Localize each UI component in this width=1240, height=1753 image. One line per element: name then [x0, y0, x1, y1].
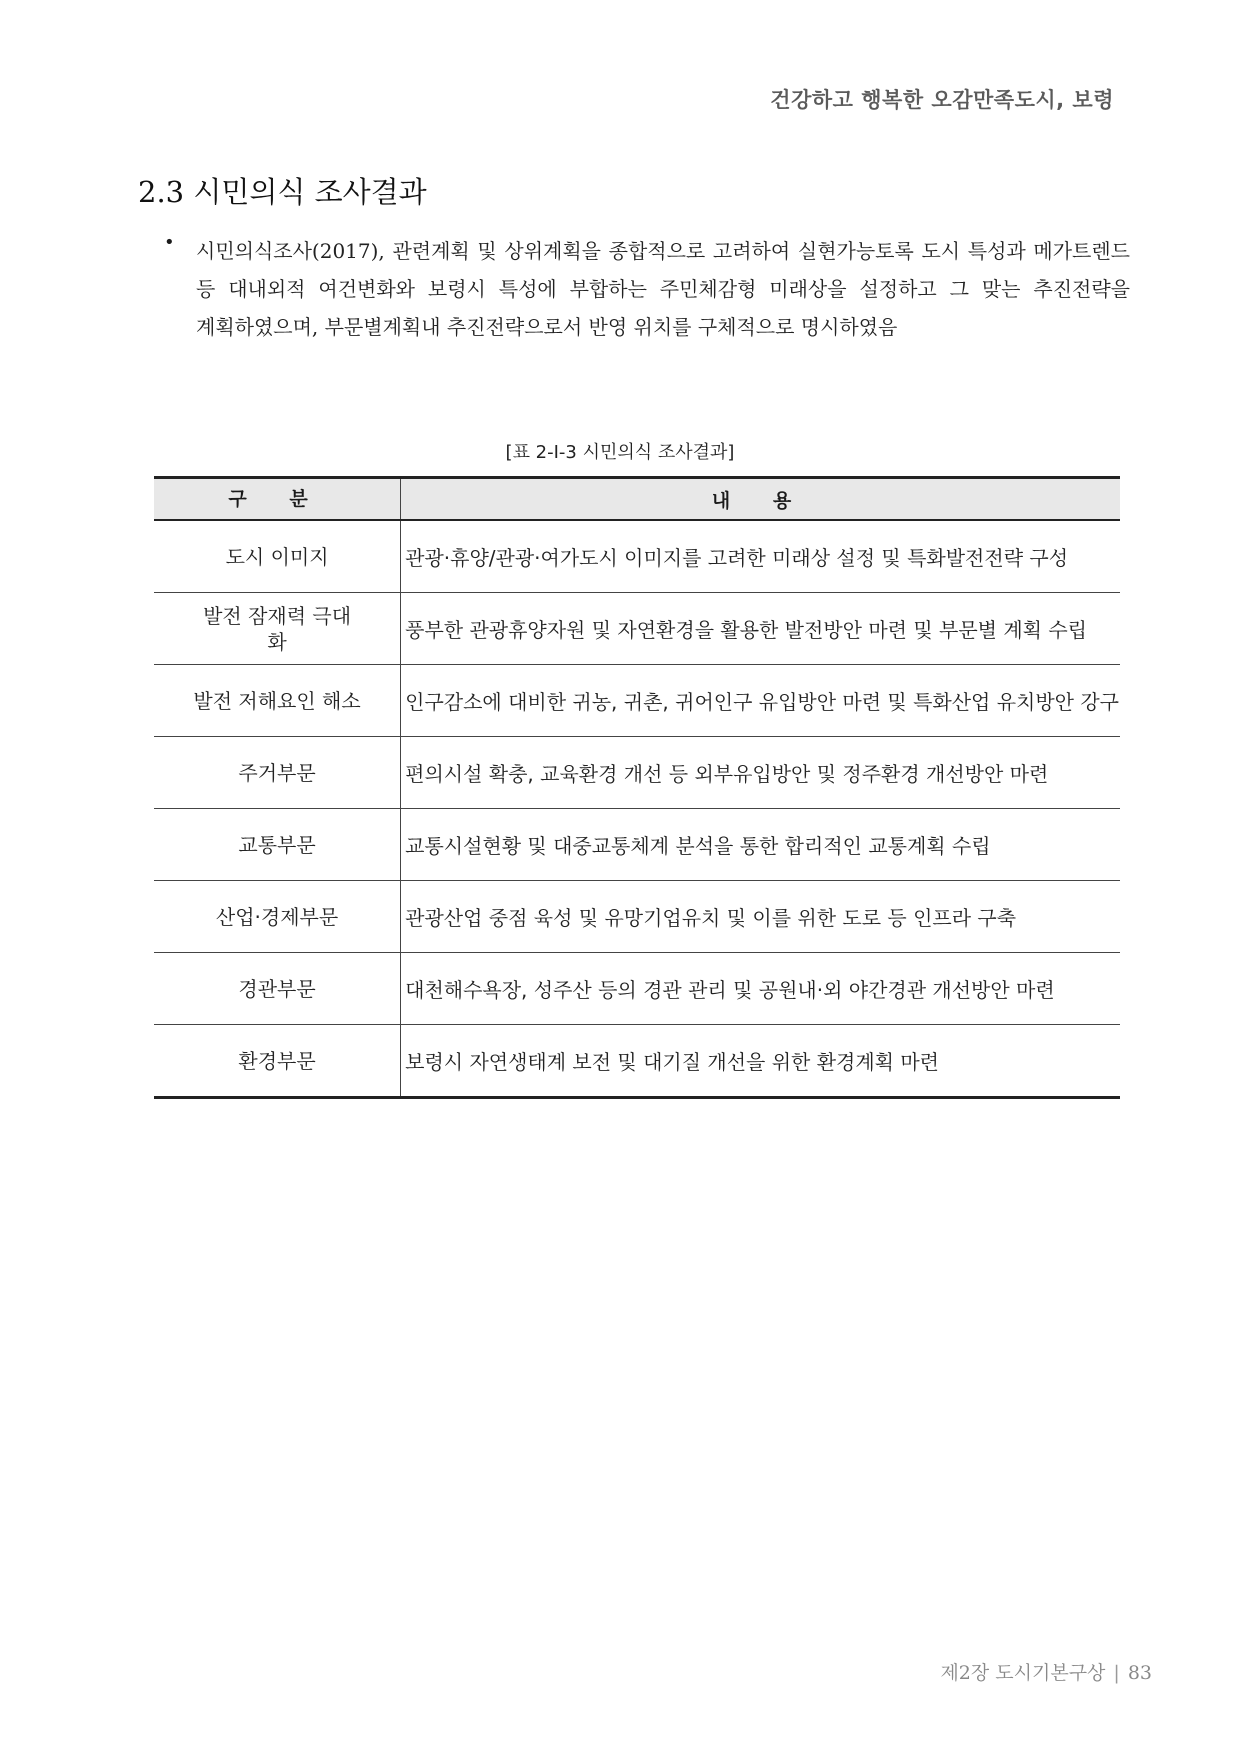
row-content: 관광산업 중점 육성 및 유망기업유치 및 이를 위한 도로 등 인프라 구축	[401, 881, 1120, 953]
row-category: 발전 잠재력 극대화	[154, 593, 401, 665]
row-category: 환경부문	[154, 1025, 401, 1098]
row-category: 발전 저해요인 해소	[154, 665, 401, 737]
table-header-row	[154, 478, 1120, 521]
table-row	[154, 809, 1120, 881]
page-number: 83	[1127, 1662, 1152, 1684]
table-row	[154, 593, 1120, 665]
paragraph-text: 시민의식조사(2017), 관련계획 및 상위계획을 종합적으로 고려하여 실현가능토록 도시 특성과 메가트렌드 등 대내외적 여건변화와 보령시 특성에 부합하는 주민체감형 미래상을 설정하고 그 맞는 추진전략을 계획하였으며, 부문별계획내 추진전략으로서 반영 위치를 구체적으로 명시하였음	[196, 239, 1130, 339]
survey-results-table	[154, 476, 1120, 1099]
summary-paragraph	[164, 232, 1130, 346]
header-category: 구 분	[154, 478, 401, 521]
table-row	[154, 953, 1120, 1025]
footer-separator: |	[1113, 1662, 1120, 1684]
row-category: 교통부문	[154, 809, 401, 881]
row-content: 교통시설현황 및 대중교통체계 분석을 통한 합리적인 교통계획 수립	[401, 809, 1120, 881]
header-content: 내 용	[401, 478, 1120, 521]
row-content: 관광·휴양/관광·여가도시 이미지를 고려한 미래상 설정 및 특화발전전략 구성	[401, 520, 1120, 593]
page-footer	[940, 1658, 1152, 1685]
table-caption: [표 2-Ⅰ-3 시민의식 조사결과]	[505, 442, 735, 463]
bullet-icon: •	[164, 232, 175, 253]
row-category: 경관부문	[154, 953, 401, 1025]
row-category: 산업·경제부문	[154, 881, 401, 953]
table-row	[154, 1025, 1120, 1098]
table-row	[154, 881, 1120, 953]
running-header: 건강하고 행복한 오감만족도시, 보령	[770, 88, 1114, 112]
section-title: 2.3 시민의식 조사결과	[138, 175, 427, 209]
table-row	[154, 665, 1120, 737]
row-content: 풍부한 관광휴양자원 및 자연환경을 활용한 발전방안 마련 및 부문별 계획 수립	[401, 593, 1120, 665]
chapter-title: 제2장 도시기본구상	[940, 1662, 1106, 1684]
row-content: 편의시설 확충, 교육환경 개선 등 외부유입방안 및 정주환경 개선방안 마련	[401, 737, 1120, 809]
row-content: 대천해수욕장, 성주산 등의 경관 관리 및 공원내·외 야간경관 개선방안 마련	[401, 953, 1120, 1025]
row-category: 도시 이미지	[154, 520, 401, 593]
table-row	[154, 737, 1120, 809]
row-category: 주거부문	[154, 737, 401, 809]
table-row	[154, 520, 1120, 593]
row-content: 인구감소에 대비한 귀농, 귀촌, 귀어인구 유입방안 마련 및 특화산업 유치방안 강구	[401, 665, 1120, 737]
row-content: 보령시 자연생태계 보전 및 대기질 개선을 위한 환경계획 마련	[401, 1025, 1120, 1098]
